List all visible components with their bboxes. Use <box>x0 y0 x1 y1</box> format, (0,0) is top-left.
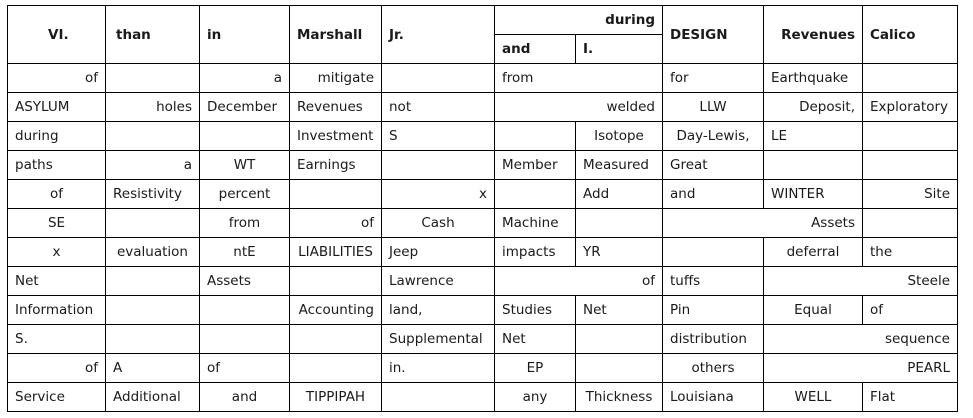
table-cell: Site <box>863 180 958 209</box>
table-row <box>8 122 958 151</box>
table-cell: WELL <box>764 383 863 412</box>
table-cell: LE <box>764 122 863 151</box>
table-cell: Service <box>8 383 106 412</box>
table-cell <box>663 238 764 267</box>
table-cell: Earnings <box>290 151 382 180</box>
table-header <box>8 6 958 64</box>
table-cell: x <box>8 238 106 267</box>
table-cell: Net <box>495 325 576 354</box>
table-cell: Equal <box>764 296 863 325</box>
table-cell: Net <box>576 296 663 325</box>
table-cell: Pin <box>663 296 764 325</box>
table-cell <box>382 151 495 180</box>
table-cell: land, <box>382 296 495 325</box>
table-row <box>8 151 958 180</box>
table-cell: Flat <box>863 383 958 412</box>
table-cell <box>382 64 495 93</box>
table-cell: Accounting <box>290 296 382 325</box>
table-cell: Isotope <box>576 122 663 151</box>
table-cell: and <box>663 180 764 209</box>
header-cell: DESIGN <box>663 6 764 64</box>
table-cell: Add <box>576 180 663 209</box>
table-cell: in. <box>382 354 495 383</box>
table-cell <box>290 267 382 296</box>
table-cell: of <box>290 209 382 238</box>
table-cell: mitigate <box>290 64 382 93</box>
header-cell: Jr. <box>382 6 495 64</box>
table-cell: Investment <box>290 122 382 151</box>
table-row <box>8 180 958 209</box>
table-cell: sequence <box>764 325 958 354</box>
table-cell <box>200 296 290 325</box>
table-cell: paths <box>8 151 106 180</box>
table-cell: December <box>200 93 290 122</box>
table-cell: of <box>8 354 106 383</box>
table-cell: from <box>200 209 290 238</box>
header-subcell: I. <box>576 35 663 64</box>
table-body <box>8 64 958 412</box>
table-row <box>8 93 958 122</box>
table-cell <box>576 209 663 238</box>
table-cell: SE <box>8 209 106 238</box>
table-cell: from <box>495 64 663 93</box>
table-cell: impacts <box>495 238 576 267</box>
table-cell: Member <box>495 151 576 180</box>
header-cell: than <box>106 6 200 64</box>
table-cell: any <box>495 383 576 412</box>
table-cell: S. <box>8 325 106 354</box>
table-cell: Resistivity <box>106 180 200 209</box>
table-cell: Lawrence <box>382 267 495 296</box>
header-cell: Marshall <box>290 6 382 64</box>
table-cell: the <box>863 238 958 267</box>
table-cell: ASYLUM <box>8 93 106 122</box>
table-cell <box>382 383 495 412</box>
table-cell <box>495 180 576 209</box>
table-cell: Assets <box>663 209 863 238</box>
table-cell: not <box>382 93 495 122</box>
table-cell <box>863 64 958 93</box>
table-cell <box>200 325 290 354</box>
table-cell: of <box>495 267 663 296</box>
table-cell: of <box>200 354 290 383</box>
table-cell: WT <box>200 151 290 180</box>
data-table <box>7 5 958 412</box>
table-row <box>8 383 958 412</box>
table-cell <box>863 122 958 151</box>
table-cell: Great <box>663 151 764 180</box>
header-cell: VI. <box>8 6 106 64</box>
table-cell: LLW <box>663 93 764 122</box>
table-cell: Information <box>8 296 106 325</box>
table-cell: YR <box>576 238 663 267</box>
table-cell: others <box>663 354 764 383</box>
header-cell: in <box>200 6 290 64</box>
table-row <box>8 296 958 325</box>
table-cell <box>106 64 200 93</box>
table-cell <box>576 325 663 354</box>
table-cell <box>106 325 200 354</box>
table-cell: of <box>8 64 106 93</box>
table-cell: Net <box>8 267 106 296</box>
table-cell: Steele <box>764 267 958 296</box>
table-cell <box>495 122 576 151</box>
table-row <box>8 267 958 296</box>
table-cell <box>576 354 663 383</box>
table-cell: Studies <box>495 296 576 325</box>
table-cell <box>290 180 382 209</box>
table-row <box>8 354 958 383</box>
table-row <box>8 209 958 238</box>
table-cell: EP <box>495 354 576 383</box>
table-cell: evaluation <box>106 238 200 267</box>
table-cell: Cash <box>382 209 495 238</box>
table-cell: holes <box>106 93 200 122</box>
table-cell: Exploratory <box>863 93 958 122</box>
table-row <box>8 64 958 93</box>
table-cell: Thickness <box>576 383 663 412</box>
table-cell <box>290 325 382 354</box>
table-cell: LIABILITIES <box>290 238 382 267</box>
table-cell: S <box>382 122 495 151</box>
table-cell: WINTER <box>764 180 863 209</box>
table-cell: ntE <box>200 238 290 267</box>
header-cell: during <box>495 6 663 35</box>
table-cell: Day-Lewis, <box>663 122 764 151</box>
table-cell: distribution <box>663 325 764 354</box>
table-cell: Revenues <box>290 93 382 122</box>
table-cell: PEARL <box>764 354 958 383</box>
table-cell: deferral <box>764 238 863 267</box>
table-cell: Additional <box>106 383 200 412</box>
table-cell: A <box>106 354 200 383</box>
table-cell: x <box>382 180 495 209</box>
table-cell <box>106 296 200 325</box>
table-cell: of <box>863 296 958 325</box>
table-cell <box>106 122 200 151</box>
header-cell: Revenues <box>764 6 863 64</box>
table-cell <box>863 209 958 238</box>
table-cell: tuffs <box>663 267 764 296</box>
table-cell <box>290 354 382 383</box>
table-cell: Measured <box>576 151 663 180</box>
table-cell: of <box>8 180 106 209</box>
table-cell: welded <box>495 93 663 122</box>
table-cell: percent <box>200 180 290 209</box>
header-subcell: and <box>495 35 576 64</box>
table-cell <box>200 122 290 151</box>
table-cell: Jeep <box>382 238 495 267</box>
table-cell <box>863 151 958 180</box>
table-cell: and <box>200 383 290 412</box>
table-cell: for <box>663 64 764 93</box>
table-cell: Deposit, <box>764 93 863 122</box>
table-cell: TIPPIPAH <box>290 383 382 412</box>
table-cell: Louisiana <box>663 383 764 412</box>
table-row <box>8 325 958 354</box>
table-cell: during <box>8 122 106 151</box>
table-cell <box>764 151 863 180</box>
table-row <box>8 238 958 267</box>
table-cell: a <box>106 151 200 180</box>
table-cell: Machine <box>495 209 576 238</box>
table-cell: Assets <box>200 267 290 296</box>
table-cell <box>106 209 200 238</box>
table-cell: Supplemental <box>382 325 495 354</box>
table-cell: a <box>200 64 290 93</box>
table-cell: Earthquake <box>764 64 863 93</box>
table-cell <box>106 267 200 296</box>
header-cell: Calico <box>863 6 958 64</box>
